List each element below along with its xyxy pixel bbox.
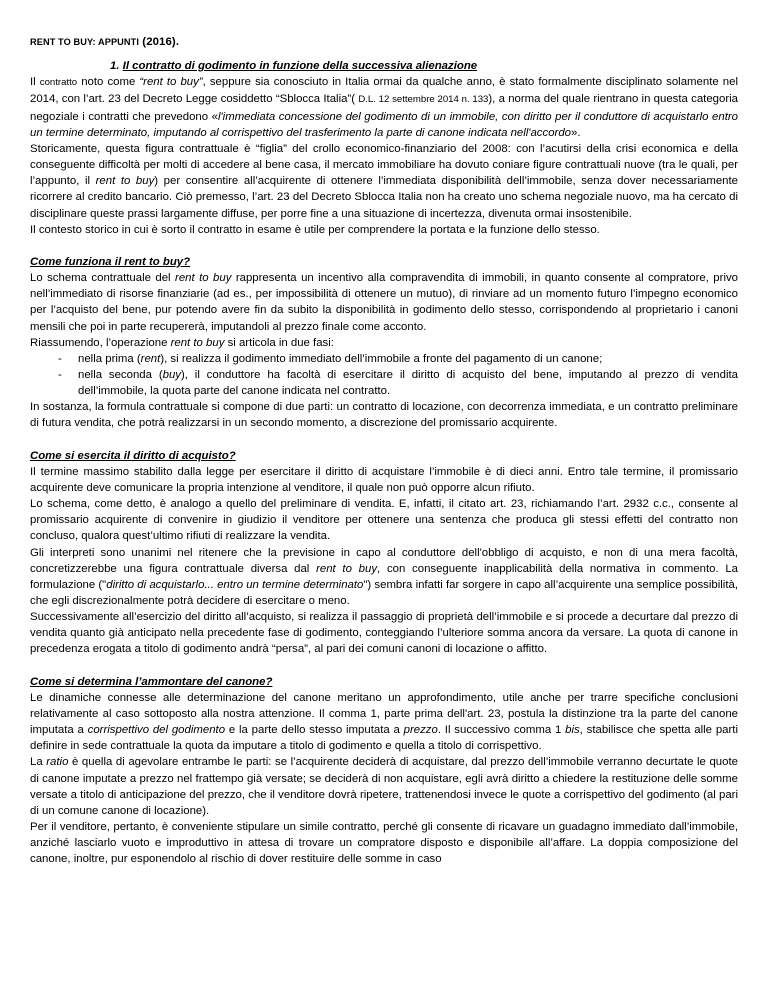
section-2-paragraph-3: In sostanza, la formula contrattuale si compone di due parti: un contratto di locazione, con decorrenza immediata, e un contratto preliminare di futura vendita, che potrà realizzarsi in un secondo momento, a discrezione del promissario acquirente. — [30, 401, 738, 430]
section-1-title — [110, 58, 738, 74]
section-1-paragraph-2 — [30, 141, 738, 222]
section-3-heading: Come si esercita il diritto di acquisto? — [30, 449, 236, 462]
text-run: . Il successivo comma 1 — [437, 724, 566, 737]
section-1-paragraph-3: Il contesto storico in cui è sorto il contratto in esame è utile per comprendere la portata e la funzione dello stesso. — [30, 223, 600, 236]
text-run-italic: rent — [140, 352, 161, 365]
text-run: La — [30, 756, 47, 769]
text-run: ") sembra infatti far sorgere in capo all’acquirente una semplice possibilità, che egli discrezionalmente potrà decidere di esercitare o meno. — [30, 578, 738, 607]
text-run-italic: l'immediata concessione del godimento di un immobile, con diritto per il conduttore di acquistarlo entro un termine determinato, imputando al corrispettivo del trasferimento la parte di canone indicata nell'accordo — [30, 110, 739, 139]
text-run: Gli interpreti sono unanimi nel ritenere che la previsione in capo al conduttore dell'obbligo di acquisto, e non di una mera facoltà, concretizzerebbe una figura contrattuale diversa dal — [30, 546, 738, 575]
text-run-italic: rent to buy — [175, 272, 232, 285]
text-run: rappresenta un incentivo alla compravendita di immobili, in quanto consente al compratore, privo nell’immediato di risorse finanziarie (ad es., per impossibilità di ottenere un mutuo), di rinviare ad un momento futuro l’impegno economico per l’acquisto del bene, pur potendo avere fin da subito la disponibilità in godimento dello stesso, corrispondendo al proprietario i canoni mensili che poi in parte recupererà, imputandoli al prezzo finale come acconto. — [30, 272, 738, 333]
section-4-paragraph-3: Per il venditore, pertanto, è conveniente stipulare un simile contratto, perché gli consente di ricavare un guadagno immediato dall’immobile, anziché lasciarlo vuoto e improduttivo in attesa di trovare un compratore disposto e disponibile all’affare. La doppia composizione del canone, inoltre, pur esponendolo al rischio di dover restituire delle somme in caso — [30, 821, 738, 866]
text-run: noto come — [77, 76, 140, 89]
text-run: Le dinamiche connesse alle determinazione del canone meritano un approfondimento, utile anche per trarre specifiche conclusioni relativamente al caso sottoposto alla nostra attenzione. Il comma 1, parte prima dell'art. 23, postula la distinzione tra la parte del canone imputata a — [30, 691, 738, 737]
text-run-italic: corrispettivo del godimento — [87, 724, 226, 737]
section-2-paragraph-1 — [30, 270, 738, 335]
text-run: ), si realizza il godimento immediato dell’immobile a fronte del pagamento di un canone; — [160, 352, 603, 365]
text-run-italic: rent to buy — [95, 175, 155, 188]
spacer — [30, 238, 738, 254]
text-run-italic: prezzo — [403, 724, 438, 737]
list-item — [30, 351, 738, 367]
text-run: ) per consentire all’acquirente di ottenere l’immediata disponibilità dell’immobile, senza dover necessariamente ricorrere al credito bancario. Ciò premesso, l’art. 23 del Decreto Sblocca Italia non ha creato uno schema negoziale nuovo, ma ha cercato di disciplinare queste prassi largamente diffuse, per porre fine a una situazione di incertezza, divenuta ormai insostenibile. — [30, 175, 738, 220]
list-item — [30, 367, 738, 399]
text-run: contratto — [39, 77, 78, 89]
section-3-paragraph-2: Lo schema, come detto, è analogo a quello del preliminare di vendita. E, infatti, il citato art. 23, richiamando l’art. 2932 c.c., consente al promissario acquirente di convenire in giudizio il venditore per ottenere una sentenza che produca gli stessi effetti del contratto non concluso, qualora quest’ultimo rifiuti di realizzare la vendita. — [30, 498, 738, 543]
text-run: nella prima ( — [78, 352, 141, 365]
text-run-italic: “rent to buy” — [139, 76, 203, 89]
text-run: Riassumendo, l’operazione — [30, 336, 171, 349]
section-3-paragraph-4: Successivamente all’esercizio del diritto all’acquisto, si realizza il passaggio di proprietà dell’immobile e si procede a decurtare dal prezzo di vendita quanto già anticipato nella precedente fase di godimento, conteggiando l’ulteriore somma ancora da versare. La quota di canone in precedenza erogata a titolo di godimento andrà “persa”, al pari dei comuni canoni di locazione o affitto. — [30, 611, 738, 656]
phases-list — [30, 351, 738, 399]
section-4-heading: Come si determina l’ammontare del canone? — [30, 675, 273, 688]
text-run: , stabilisce che spetta alle parti definire in sede contrattuale la quota da imputare a titolo di godimento e quella a titolo di corrispettivo. — [30, 724, 738, 753]
text-run: Storicamente, questa figura contrattuale è “figlia” del crollo economico-finanziario del 2008: con l’acutirsi della crisi economica e della conseguente difficoltà per molti di accedere al bene casa, il mercato immobiliare ha dovuto coniare figure contrattuali nuove (tra le quali, per l’appunto, il — [30, 142, 738, 188]
section-1-number: 1. — [110, 60, 120, 73]
text-run: nella seconda ( — [78, 368, 163, 381]
text-run: si articola in due fasi: — [224, 336, 334, 349]
section-3-paragraph-3 — [30, 545, 738, 610]
text-run-italic: ratio — [46, 756, 69, 769]
text-run-italic: rent to buy — [316, 562, 378, 575]
text-run: D.L. 12 settembre 2014 n. 133 — [358, 94, 489, 106]
spacer — [30, 432, 738, 448]
text-run: è quella di agevolare entrambe le parti: se l’acquirente deciderà di acquistare, dal prezzo dell’immobile verranno decurtate le quote di canone imputate a prezzo nel frattempo già versate; se deciderà di non acquistare, egli avrà diritto a chiedere la restituzione delle somme versate a titolo di anticipazione del prezzo, che il venditore dovrà ripetere, trattenendosi invece le quote a corrispettivo del godimento (al pari di un comune canone di locazione). — [30, 756, 738, 817]
text-run: Lo schema contrattuale del — [30, 272, 176, 285]
section-4-paragraph-1 — [30, 690, 738, 755]
title-main: RENT TO BUY: APPUNTI — [30, 37, 140, 47]
text-run: , con conseguente inapplicabilità della normativa in commento. La formulazione (" — [30, 562, 739, 591]
section-3-paragraph-1: Il termine massimo stabilito dalla legge per esercitare il diritto di acquistare l’immobile è di dieci anni. Entro tale termine, il promissario acquirente deve comunicare la propria intenzione al venditore, il quale non può opporre alcun rifiuto. — [30, 465, 738, 494]
text-run: Il — [30, 76, 40, 89]
section-4-paragraph-2 — [30, 754, 738, 819]
text-run-italic: rent to buy — [170, 336, 225, 349]
text-run-italic: diritto di acquistarlo... entro un termine determinato — [106, 578, 364, 591]
spacer — [30, 658, 738, 674]
text-run: ». — [571, 126, 581, 139]
section-2-paragraph-2 — [30, 335, 738, 351]
section-1-paragraph-1 — [30, 74, 738, 141]
text-run: ), il conduttore ha facoltà di esercitare il diritto di acquisto del bene, imputando al prezzo di vendita dell’immobile, la quota parte del canone indicata nel contratto. — [78, 368, 738, 398]
text-run-italic: bis — [565, 724, 580, 737]
section-2-heading: Come funziona il rent to buy? — [30, 255, 191, 268]
text-run-italic: buy — [162, 368, 181, 381]
document-title — [30, 34, 738, 50]
title-year: (2016). — [142, 36, 180, 48]
text-run: e la parte dello stesso imputata a — [225, 724, 404, 737]
text-run: , seppure sia conosciuto in Italia ormai da qualche anno, è stato formalmente disciplinato solamente nel 2014, con l’art. 23 del Decreto Legge cosiddetto “Sblocca Italia”( — [30, 76, 738, 106]
section-1-title-text: Il contratto di godimento in funzione della successiva alienazione — [122, 60, 478, 73]
text-run: ), a norma del quale rientrano in questa categoria negoziale i contratti che prevedono « — [30, 93, 738, 123]
